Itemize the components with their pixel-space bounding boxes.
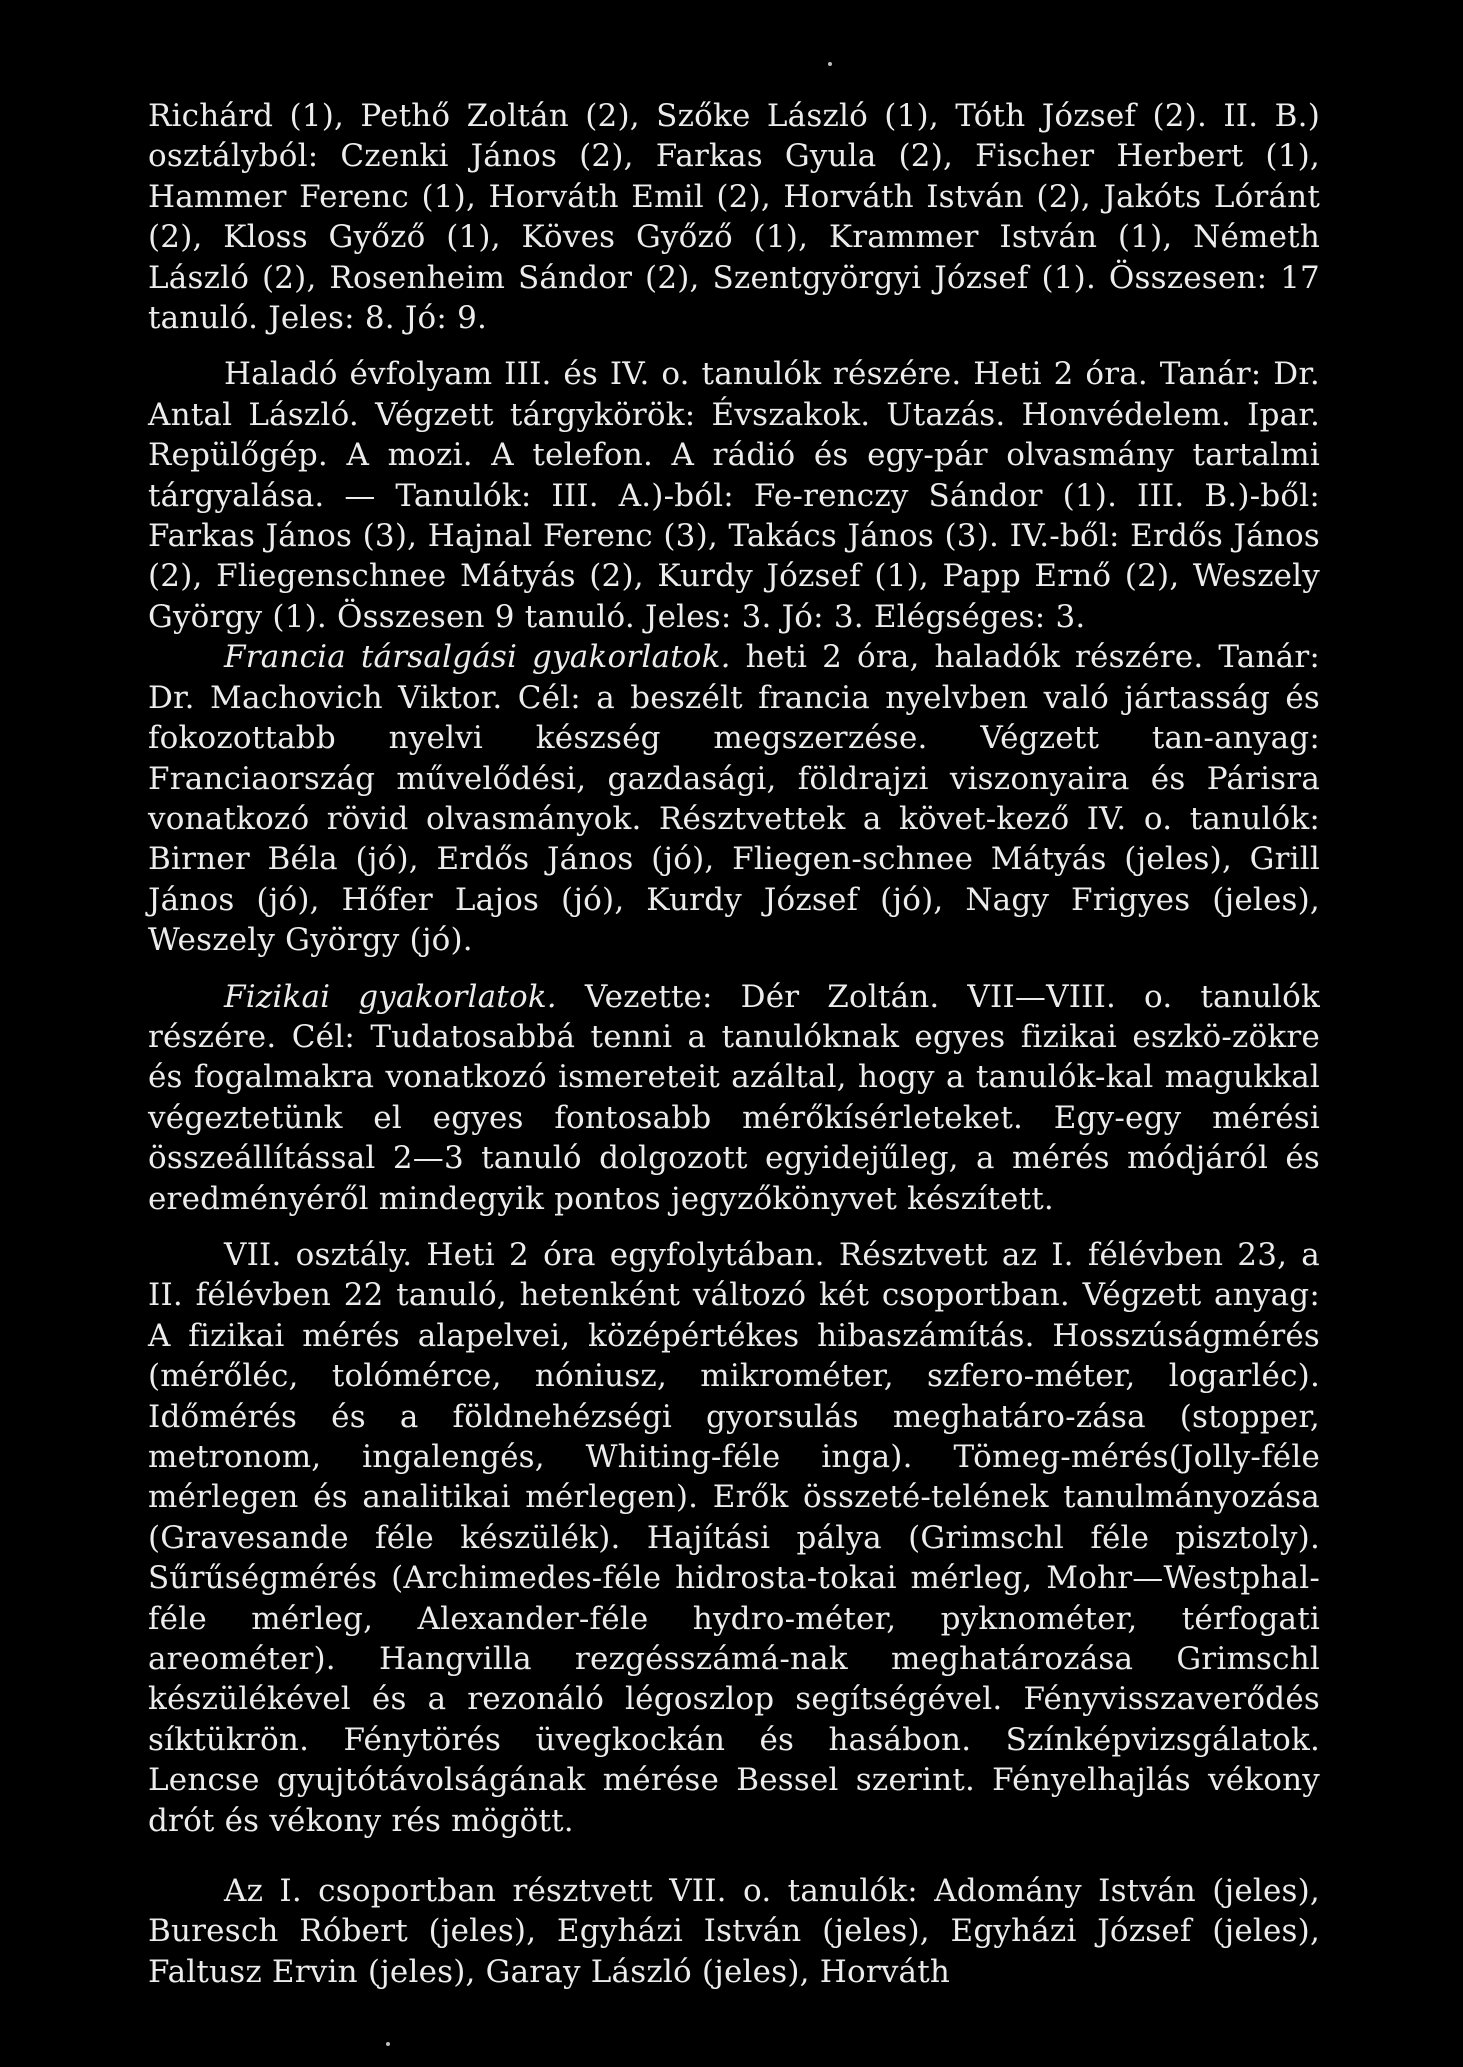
paragraph-advanced-course: Haladó évfolyam III. és IV. o. tanulók részére. Heti 2 óra. Tanár: Dr. Antal László. Végzett tárgykörök: Évszakok. Utazás. Honvédelem. Ipar. Repülőgép. A mozi. A telefon. A rádió és egy-pár olvasmány tartalmi tárgyalása. — Tanulók: III. A.)-ból: Fe-renczy Sándor (1). III. B.)-ből: Farkas János (3), Hajnal Ferenc (3), Takács János (3). IV.-ből: Erdős János (2), Fliegenschnee Mátyás (2), Kurdy József (1), Papp Ernő (2), Weszely György (1). Összesen 9 tanuló. Jeles: 3. Jó: 3. Elégséges: 3. — [148, 356, 1320, 635]
top-speck — [828, 62, 832, 66]
paragraph-physics-practice — [148, 977, 1320, 1219]
french-conversation-heading: Francia társalgási gyakorlatok. — [224, 639, 731, 676]
paragraph-group-one: Az I. csoportban résztvett VII. o. tanulók: Adomány István (jeles), Buresch Róbert (jeles), Egyházi István (jeles), Egyházi József (jeles), Faltusz Ervin (jeles), Garay László (jeles), Horváth — [148, 1873, 1320, 1990]
paragraph-student-list-continued: Richárd (1), Pethő Zoltán (2), Szőke László (1), Tóth József (2). II. B.) osztályból: Czenki János (2), Farkas Gyula (2), Fischer Herbert (1), Hammer Ferenc (1), Horváth Emil (2), Horváth István (2), Jakóts Lóránt (2), Kloss Győző (1), Köves Győző (1), Krammer István (1), Németh László (2), Rosenheim Sándor (2), Szentgyörgyi József (1). Összesen: 17 tanuló. Jeles: 8. Jó: 9. — [148, 98, 1320, 337]
paragraph-french-conversation — [148, 637, 1320, 960]
physics-practice-text: Vezette: Dér Zoltán. VII—VIII. o. tanulók részére. Cél: Tudatosabbá tenni a tanulóknak egyes fizikai eszkö-zökre és fogalmakra vonatkozó ismereteit azáltal, hogy a tanulók-kal magukkal végeztetünk el egyes fontosabb mérőkísérleteket. Egy-egy mérési összeállítással 2—3 tanuló dolgozott egyidejűleg, a mérés módjáról és eredményéről mindegyik pontos jegyzőkönyvet készített. — [148, 978, 1320, 1217]
bottom-speck — [386, 2042, 390, 2046]
paragraph-class-seven: VII. osztály. Heti 2 óra egyfolytában. Résztvett az I. félévben 23, a II. félévben 22 tanuló, hetenként változó két csoportban. Végzett anyag: A fizikai mérés alapelvei, középértékes hibaszámítás. Hosszúságmérés (mérőléc, tolómérce, nóniusz, mikrométer, szfero-méter, logarléc). Időmérés és a földnehézségi gyorsulás meghatáro-zása (stopper, metronom, ingalengés, Whiting-féle inga). Tömeg-mérés(Jolly-féle mérlegen és analitikai mérlegen). Erők összeté-telének tanulmányozása (Gravesande féle készülék). Hajítási pálya (Grimschl féle pisztoly). Sűrűségmérés (Archimedes-féle hidrosta-tokai mérleg, Mohr—Westphal-féle mérleg, Alexander-féle hydro-méter, pyknométer, térfogati areométer). Hangvilla rezgésszámá-nak meghatározása Grimschl készülékével és a rezonáló légoszlop segítségével. Fényvisszaverődés síktükrön. Fénytörés üvegkockán és hasábon. Színképvizsgálatok. Lencse gyujtótávolságának mérése Bessel szerint. Fényelhajlás vékony drót és vékony rés mögött. — [148, 1236, 1320, 1839]
french-conversation-text: heti 2 óra, haladók részére. Tanár: Dr. Machovich Viktor. Cél: a beszélt francia nyelvben való jártasság és fokozottabb nyelvi készség megszerzése. Végzett tan-anyag: Franciaország művelődési, gazdasági, földrajzi viszonyaira és Párisra vonatkozó rövid olvasmányok. Résztvettek a követ-kező IV. o. tanulók: Birner Béla (jó), Erdős János (jó), Fliegen-schnee Mátyás (jeles), Grill János (jó), Hőfer Lajos (jó), Kurdy József (jó), Nagy Frigyes (jeles), Weszely György (jó). — [148, 639, 1321, 959]
document-page — [148, 96, 1320, 1992]
physics-practice-heading: Fizikai gyakorlatok. — [224, 978, 557, 1015]
